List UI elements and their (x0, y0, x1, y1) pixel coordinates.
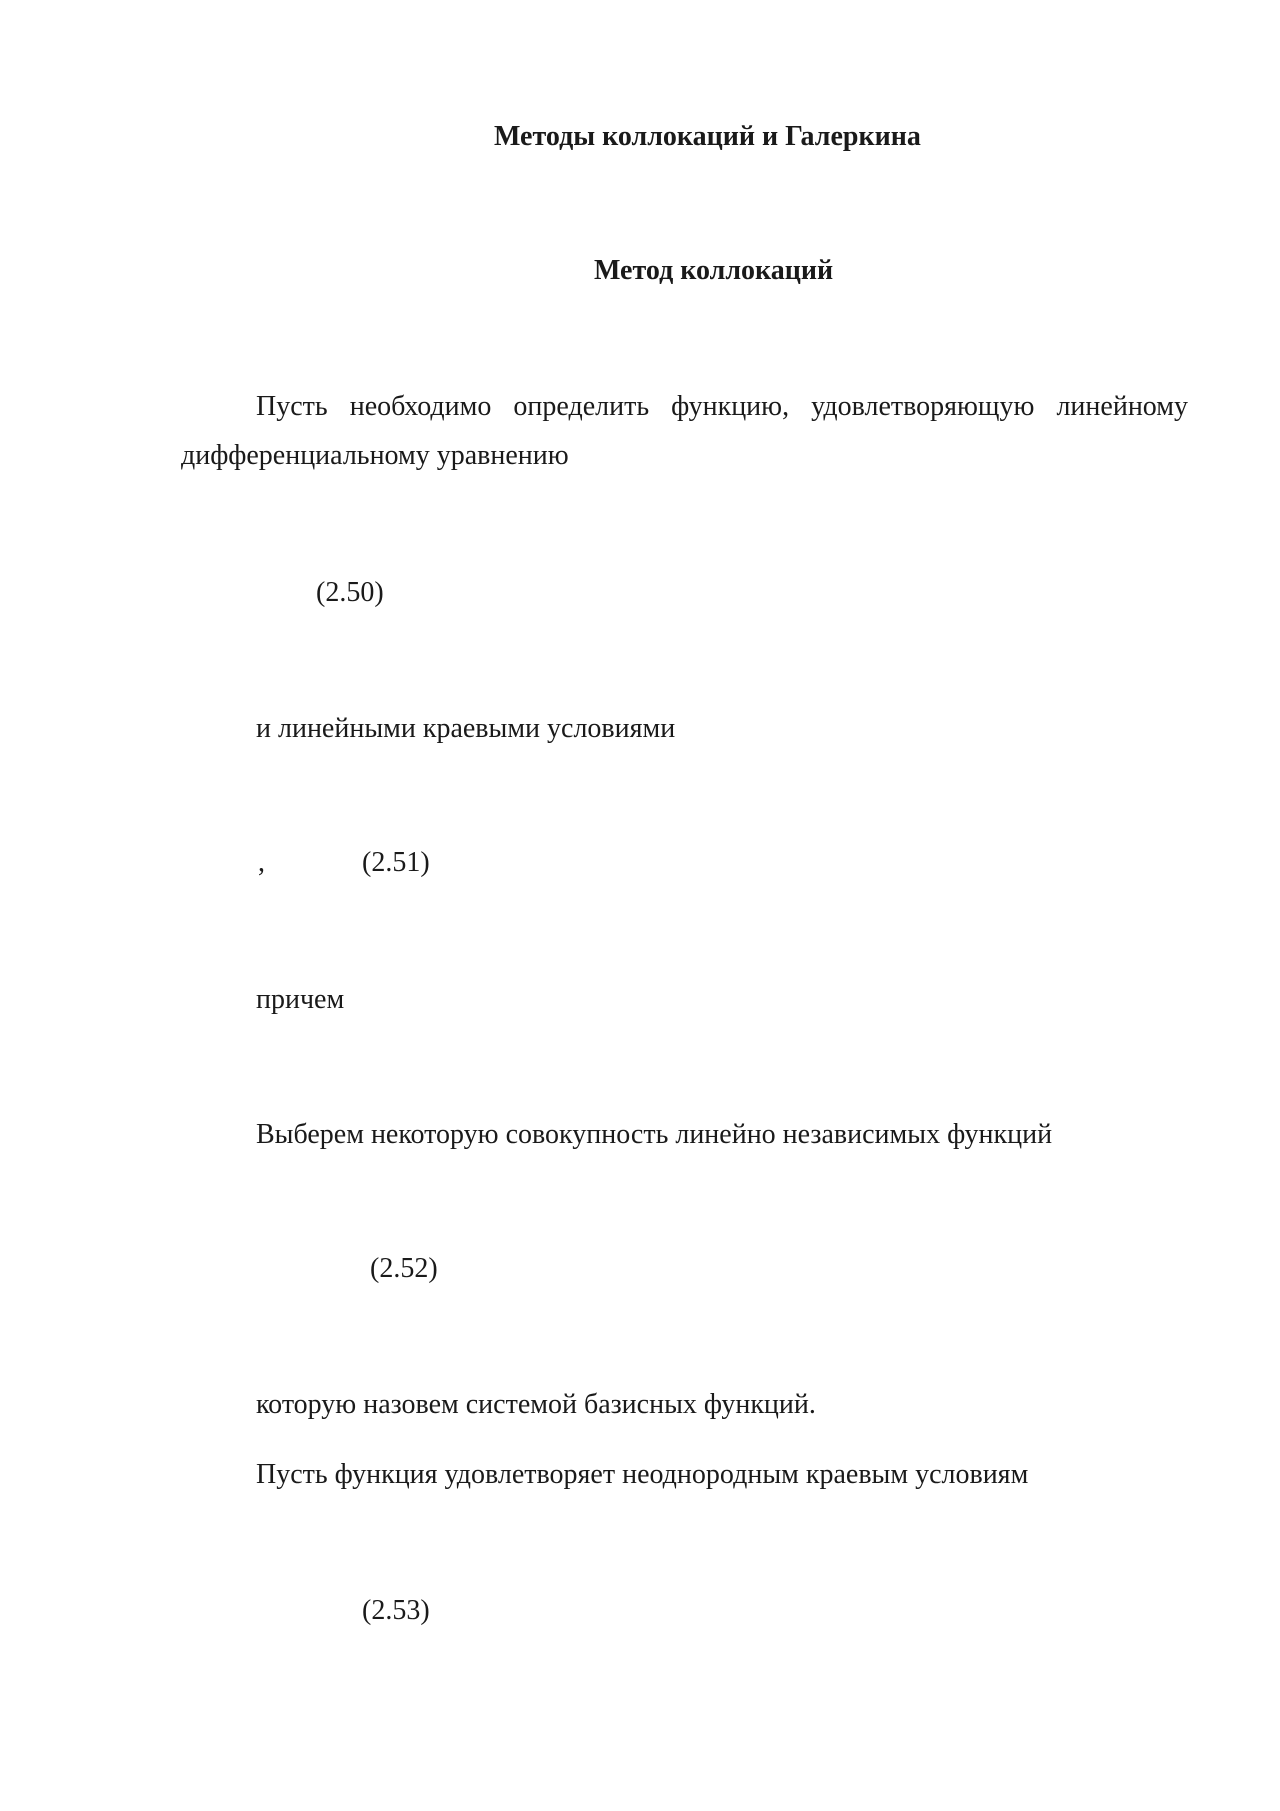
document-title: Методы коллокаций и Галеркина (494, 121, 921, 152)
section-title: Метод коллокаций (594, 255, 834, 286)
equation-number-2-50: (2.50) (316, 577, 384, 608)
paragraph-5: которую назовем системой базисных функций. (256, 1389, 816, 1420)
paragraph-4: Выберем некоторую совокупность линейно независимых функций (256, 1119, 1053, 1150)
equation-number-2-51: (2.51) (362, 847, 430, 878)
paragraph-6: Пусть функция удовлетворяет неоднородным краевым условиям (256, 1459, 1029, 1490)
paragraph-1-line-2: дифференциальному уравнению (181, 440, 569, 471)
equation-number-2-53: (2.53) (362, 1595, 430, 1626)
paragraph-1-line-1: Пусть необходимо определить функцию, удовлетворяющую линейному (256, 391, 1188, 422)
equation-number-2-52: (2.52) (370, 1253, 438, 1284)
equation-comma: , (258, 847, 265, 878)
paragraph-3: причем (256, 984, 345, 1015)
paragraph-2: и линейными краевыми условиями (256, 713, 676, 744)
